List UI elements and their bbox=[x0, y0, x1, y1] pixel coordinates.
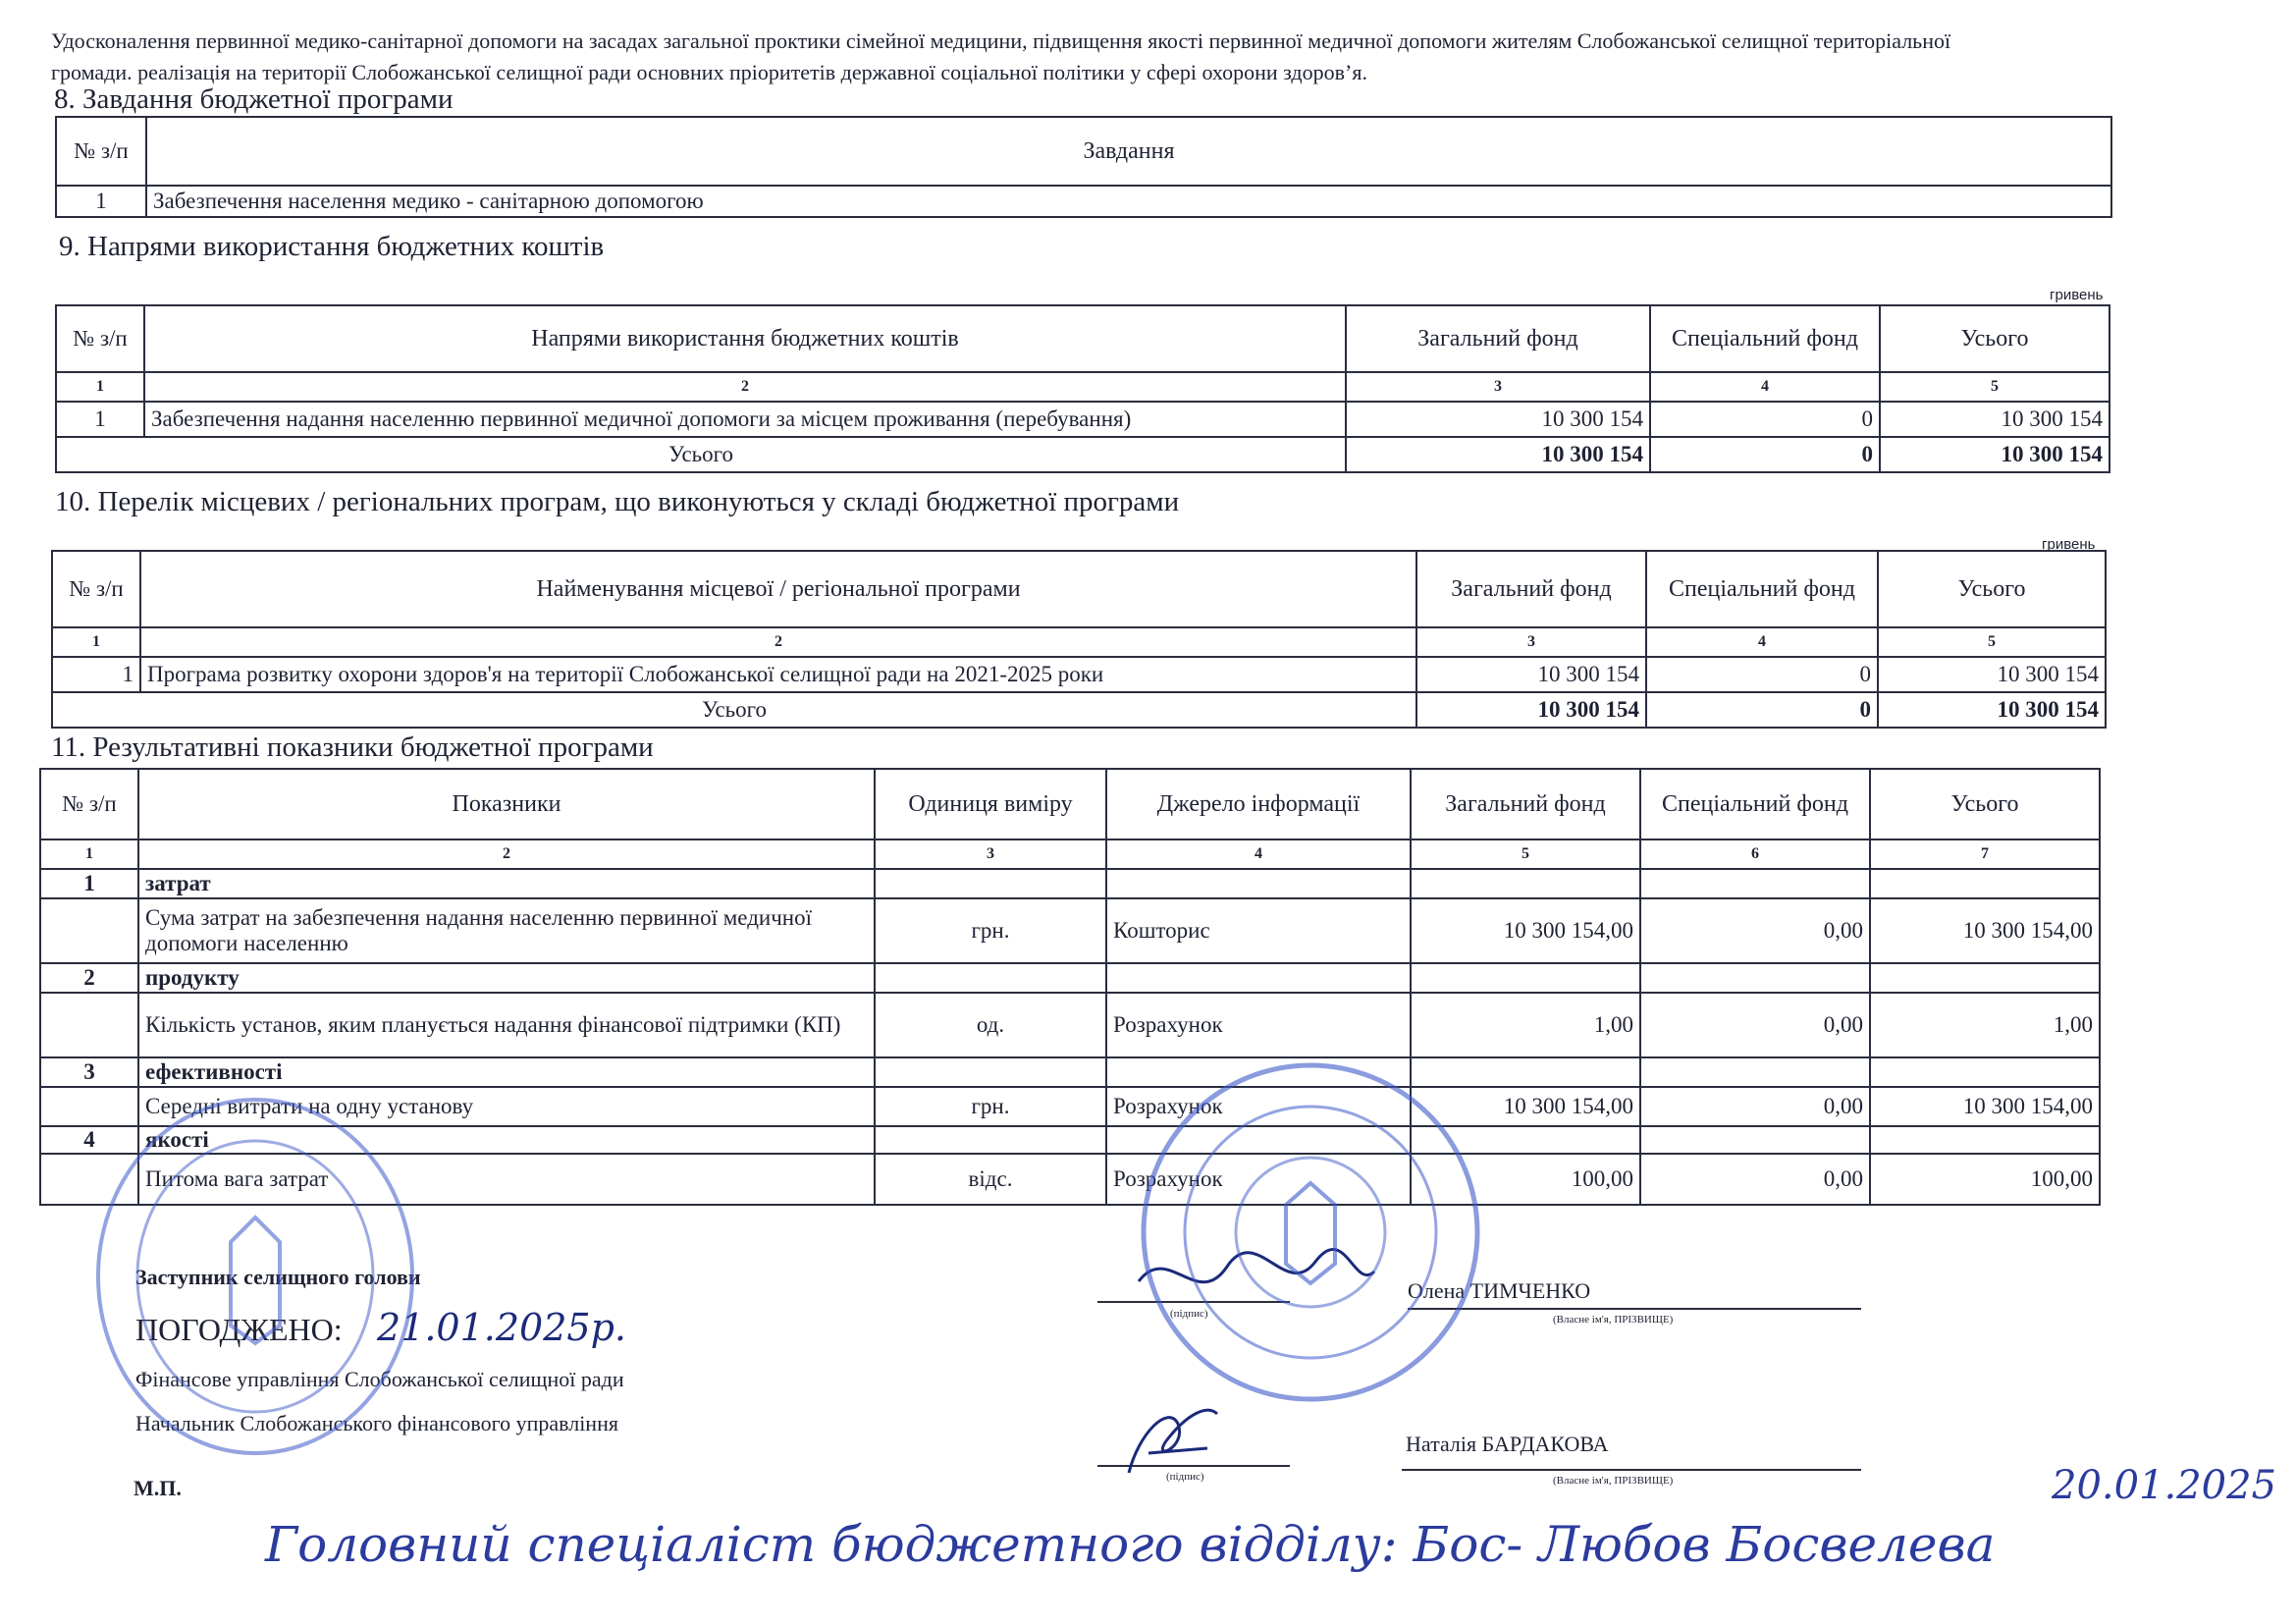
table-row: 1 Програма розвитку охорони здоров'я на території Слобожанської селищної ради на 2021-2025 роки 10 300 154 0 10 300 154 bbox=[52, 657, 2106, 692]
handwritten-date: 20.01.2025 bbox=[2052, 1463, 2277, 1508]
section-11-title: 11. Результативні показники бюджетної програми bbox=[51, 731, 654, 763]
col-header-direction: Напрями використання бюджетних коштів bbox=[144, 305, 1346, 372]
column-numbers-row: 1 2 3 4 5 bbox=[52, 627, 2106, 657]
agreed-date-handwritten: 21.01.2025р. bbox=[377, 1306, 626, 1349]
council-seal bbox=[1134, 1056, 1487, 1409]
unit-label: гривень bbox=[2042, 536, 2096, 553]
section-10-title: 10. Перелік місцевих / регіональних програм, що виконуються у складі бюджетної програми bbox=[55, 486, 1180, 517]
col-header-general-fund: Загальний фонд bbox=[1416, 551, 1646, 627]
fin-head-name: Наталія БАРДАКОВА bbox=[1406, 1432, 1609, 1456]
col-header-general-fund: Загальний фонд bbox=[1346, 305, 1650, 372]
col-header-num: № з/п bbox=[40, 769, 138, 839]
name-line bbox=[1402, 1469, 1861, 1471]
col-header-num: № з/п bbox=[52, 551, 140, 627]
indicator-row: Середні витрати на одну установу грн. Розрахунок 10 300 154,00 0,00 10 300 154,00 bbox=[40, 1087, 2100, 1126]
col-header-general-fund: Загальний фонд bbox=[1411, 769, 1640, 839]
signature-caption: (підпис) bbox=[1170, 1308, 1208, 1320]
finance-department-seal bbox=[93, 1090, 417, 1463]
name-caption: (Власне ім'я, ПРІЗВИЩЕ) bbox=[1553, 1475, 1674, 1487]
fin-dept-label: Фінансове управління Слобожанської селищної ради bbox=[135, 1367, 624, 1391]
table-row: 1 Забезпечення надання населенню первинної медичної допомоги за місцем проживання (перебування) 10 300 154 0 10 300 154 bbox=[56, 402, 2109, 437]
column-numbers-row: 1 2 3 4 5 bbox=[56, 372, 2109, 402]
col-header-special-fund: Спеціальний фонд bbox=[1650, 305, 1880, 372]
programs-table bbox=[51, 550, 2107, 729]
handwritten-note: Головний спеціаліст бюджетного відділу: Бос- Любов Босвелева bbox=[265, 1516, 1996, 1573]
fin-head-label: Начальник Слобожанського фінансового управління bbox=[135, 1411, 618, 1435]
col-header-source: Джерело інформації bbox=[1106, 769, 1411, 839]
indicator-row: Сума затрат на забезпечення надання населенню первинної медичної допомоги населенню грн. Кошторис 10 300 154,00 0,00 10 300 154,00 bbox=[40, 898, 2100, 963]
group-row: 4 якості bbox=[40, 1126, 2100, 1154]
col-header-total: Усього bbox=[1878, 551, 2106, 627]
col-header-unit: Одиниця виміру bbox=[875, 769, 1106, 839]
col-header-num: № з/п bbox=[56, 305, 144, 372]
section-9-title: 9. Напрями використання бюджетних коштів bbox=[59, 231, 605, 262]
col-header-special-fund: Спеціальний фонд bbox=[1640, 769, 1870, 839]
total-row: Усього 10 300 154 0 10 300 154 bbox=[56, 437, 2109, 472]
name-caption: (Власне ім'я, ПРІЗВИЩЕ) bbox=[1553, 1314, 1674, 1326]
col-header-total: Усього bbox=[1870, 769, 2100, 839]
col-header-total: Усього bbox=[1880, 305, 2109, 372]
deputy-label: Заступник селищного голови bbox=[135, 1265, 421, 1289]
group-row: 3 ефективності bbox=[40, 1057, 2100, 1087]
deputy-name: Олена ТИМЧЕНКО bbox=[1408, 1278, 1591, 1303]
table-row: 1 Забезпечення населення медико - санітарною допомогою bbox=[56, 186, 2111, 217]
total-row: Усього 10 300 154 0 10 300 154 bbox=[52, 692, 2106, 728]
group-row: 1 затрат bbox=[40, 869, 2100, 898]
group-row: 2 продукту bbox=[40, 963, 2100, 993]
agreed-label: ПОГОДЖЕНО: bbox=[135, 1312, 343, 1347]
col-header-num: № з/п bbox=[56, 117, 146, 186]
section-8-title: 8. Завдання бюджетної програми bbox=[54, 83, 454, 115]
col-header-special-fund: Спеціальний фонд bbox=[1646, 551, 1878, 627]
col-header-task: Завдання bbox=[146, 117, 2111, 186]
intro-paragraph: Удосконалення первинної медико-санітарної допомоги на засадах загальної проктики сімейної медицини, підвищення якості первинної медичної допомоги жителям Слобожанської селищної територіальної громади. реалізація на території Слобожанської селищної ради основних пріоритетів державної соціальної політики у сфері охорони здоров’я. bbox=[51, 28, 1951, 84]
tasks-table bbox=[55, 116, 2112, 218]
directions-table bbox=[55, 304, 2110, 473]
col-header-program: Найменування місцевої / регіональної програми bbox=[140, 551, 1416, 627]
signature-caption: (підпис) bbox=[1166, 1471, 1204, 1483]
column-numbers-row: 1 2 3 4 5 6 7 bbox=[40, 839, 2100, 869]
col-header-indicators: Показники bbox=[138, 769, 875, 839]
unit-label: гривень bbox=[2050, 287, 2104, 303]
seal-place-label: М.П. bbox=[133, 1476, 182, 1500]
indicator-row: Питома вага затрат відс. Розрахунок 100,00 0,00 100,00 bbox=[40, 1154, 2100, 1205]
indicator-row: Кількість установ, яким планується надання фінансової підтримки (КП) од. Розрахунок 1,00 0,00 1,00 bbox=[40, 993, 2100, 1057]
